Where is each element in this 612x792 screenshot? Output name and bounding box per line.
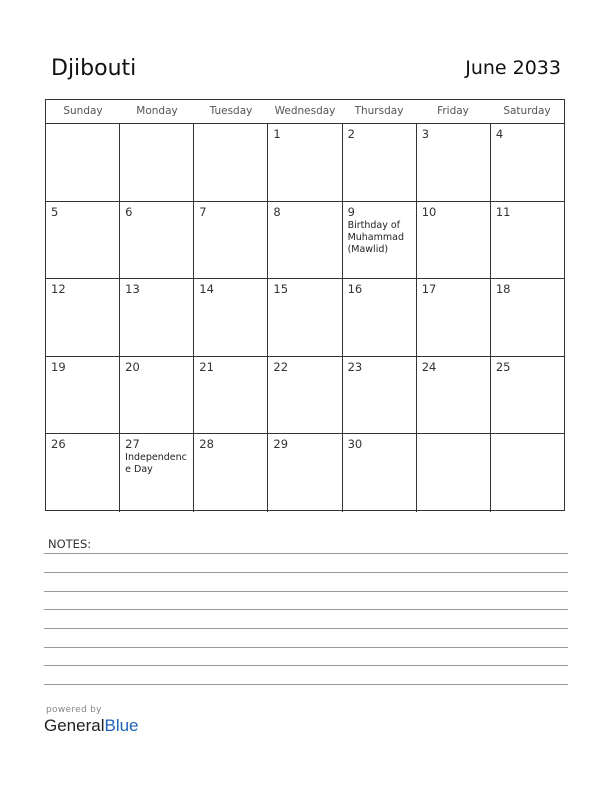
day-number: 28: [199, 437, 214, 452]
week-row: [46, 357, 564, 435]
day-cell-21: [194, 357, 268, 434]
day-cell-26: [46, 434, 120, 512]
holiday-label: Independence Day: [125, 452, 187, 476]
day-number: 22: [273, 359, 289, 374]
day-cell-27: [120, 434, 194, 512]
note-line: [44, 609, 568, 610]
day-cell-9: [343, 202, 417, 279]
day-number: 1: [273, 127, 281, 141]
week-row: [46, 202, 564, 280]
day-cell-20: [120, 357, 194, 434]
note-line: [44, 647, 568, 648]
logo-general-text: General: [44, 716, 105, 735]
day-number: 12: [51, 282, 66, 297]
weekday-header-wednesday: Wednesday: [274, 105, 336, 117]
day-number: 6: [125, 204, 133, 219]
empty-day-cell: [417, 434, 491, 512]
empty-day-cell: [491, 434, 564, 512]
day-number: 5: [51, 204, 59, 219]
day-number: 8: [273, 204, 281, 219]
day-number: 4: [495, 127, 504, 141]
day-cell-25: [491, 357, 564, 434]
weekday-header-tuesday: Tuesday: [209, 105, 253, 117]
day-cell-14: [194, 279, 268, 356]
day-number: 19: [51, 359, 66, 374]
note-line: [44, 553, 568, 554]
day-cell-12: [46, 279, 120, 356]
weekday-header-row: [46, 100, 564, 124]
day-cell-13: [120, 279, 194, 356]
day-number: 11: [495, 204, 511, 219]
note-line: [44, 684, 568, 685]
day-number: 15: [273, 282, 289, 297]
day-cell-1: [268, 124, 342, 201]
empty-day-cell: [46, 124, 120, 201]
week-row: [46, 124, 564, 202]
day-cell-28: [194, 434, 268, 512]
day-number: 23: [347, 359, 363, 374]
day-cell-19: [46, 357, 120, 434]
day-number: 26: [51, 437, 66, 452]
day-number: 17: [421, 282, 437, 297]
day-number: 29: [273, 437, 289, 452]
day-number: 25: [495, 359, 511, 374]
day-number: 3: [421, 127, 430, 141]
powered-by-text: powered by: [46, 705, 102, 715]
weekday-header-friday: Friday: [437, 105, 469, 117]
day-number: 7: [199, 204, 207, 219]
day-number: 27: [125, 437, 140, 452]
day-number: 24: [421, 359, 437, 374]
day-cell-8: [268, 202, 342, 279]
day-number: 10: [421, 204, 437, 219]
day-cell-15: [268, 279, 342, 356]
holiday-label: Birthday of Muhammad (Mawlid): [347, 219, 404, 255]
note-line: [44, 628, 568, 629]
weekday-header-saturday: Saturday: [503, 105, 551, 117]
day-number: 9: [347, 204, 355, 219]
month-year-title: June 2033: [465, 57, 561, 79]
day-cell-18: [491, 279, 564, 356]
day-cell-29: [268, 434, 342, 512]
day-cell-23: [343, 357, 417, 434]
empty-day-cell: [120, 124, 194, 201]
day-cell-7: [194, 202, 268, 279]
day-cell-2: [343, 124, 417, 201]
weekday-header-sunday: Sunday: [63, 105, 103, 117]
calendar-grid: [45, 99, 565, 511]
empty-day-cell: [194, 124, 268, 201]
day-number: 14: [199, 282, 214, 297]
day-cell-30: [343, 434, 417, 512]
day-cell-11: [491, 202, 564, 279]
note-line: [44, 591, 568, 592]
day-number: 2: [347, 127, 355, 141]
generalblue-logo[interactable]: [44, 716, 139, 736]
day-cell-22: [268, 357, 342, 434]
day-number: 30: [347, 437, 363, 452]
day-cell-6: [120, 202, 194, 279]
day-number: 20: [125, 359, 140, 374]
day-cell-24: [417, 357, 491, 434]
logo-blue-text: Blue: [104, 716, 139, 735]
calendar-weeks: [46, 124, 564, 512]
note-line: [44, 572, 568, 573]
day-cell-3: [417, 124, 491, 201]
day-cell-17: [417, 279, 491, 356]
day-number: 13: [125, 282, 140, 297]
country-title: Djibouti: [51, 56, 137, 81]
week-row: [46, 434, 564, 512]
note-line: [44, 665, 568, 666]
day-cell-16: [343, 279, 417, 356]
week-row: [46, 279, 564, 357]
day-number: 21: [199, 359, 214, 374]
day-cell-10: [417, 202, 491, 279]
day-cell-5: [46, 202, 120, 279]
day-cell-4: [491, 124, 564, 201]
weekday-header-thursday: Thursday: [354, 105, 404, 117]
notes-label: NOTES:: [48, 537, 92, 551]
day-number: 16: [347, 282, 363, 297]
weekday-header-monday: Monday: [136, 105, 178, 117]
day-number: 18: [495, 282, 511, 297]
